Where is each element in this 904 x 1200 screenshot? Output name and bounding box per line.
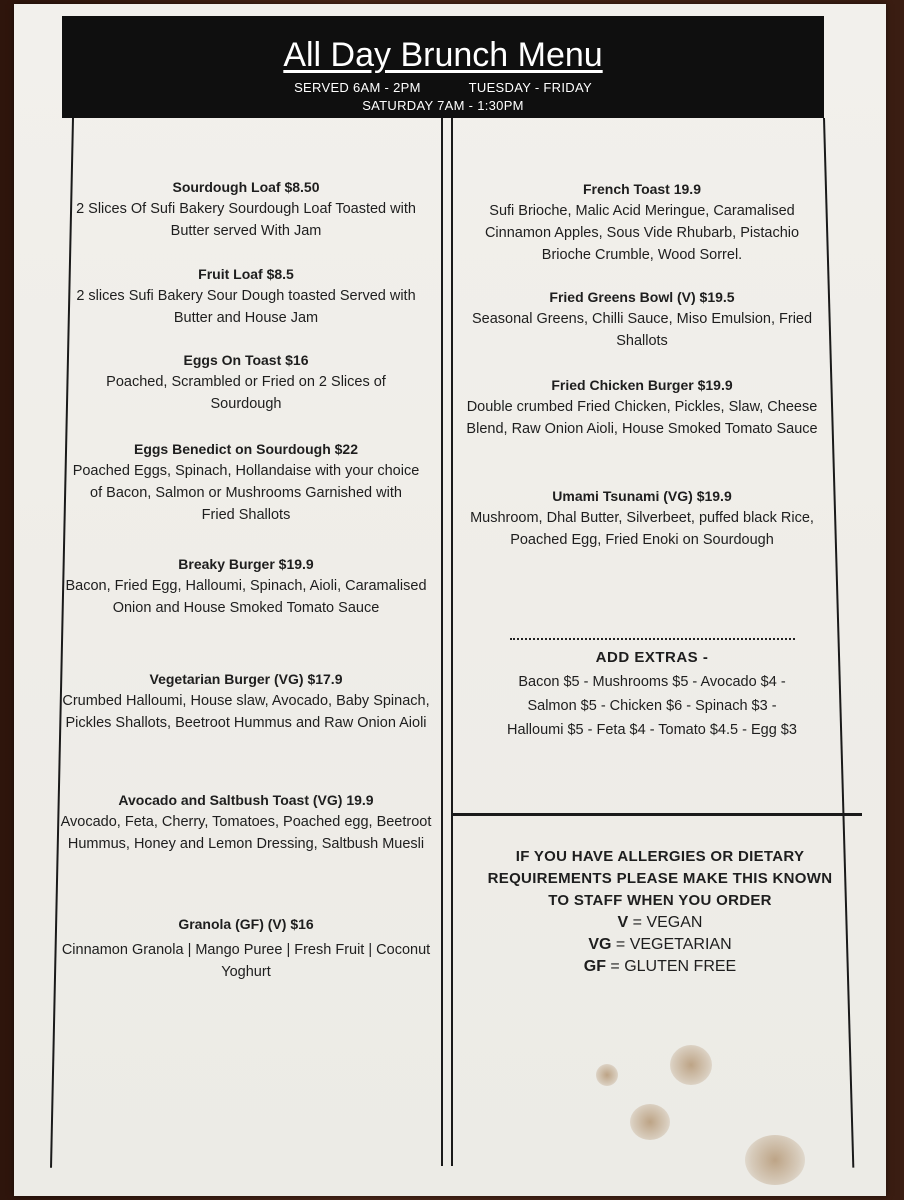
allergy-line: IF YOU HAVE ALLERGIES OR DIETARY xyxy=(515,848,805,865)
menu-item xyxy=(458,286,826,352)
menu-item xyxy=(50,553,442,619)
dotted-separator xyxy=(510,628,795,640)
opening-hours-saturday: SATURDAY 7AM - 1:30PM xyxy=(362,98,524,113)
menu-item xyxy=(458,178,826,266)
item-name: Avocado and Saltbush Toast (VG) 19.9 xyxy=(118,792,374,808)
item-description: Double crumbed Fried Chicken, Pickles, Slaw, Cheese Blend, Raw Onion Aioli, House Smoked Tomato Sauce xyxy=(466,399,818,437)
item-name: Fruit Loaf $8.5 xyxy=(198,266,294,282)
dietary-legend xyxy=(456,912,864,978)
right-column-left-border xyxy=(451,118,453,1166)
legend-meaning: = VEGETARIAN xyxy=(615,936,732,953)
menu-item xyxy=(50,668,442,734)
extras-line: Salmon $5 - Chicken $6 - Spinach $3 - xyxy=(527,698,777,714)
right-menu-column xyxy=(458,0,826,1200)
legend-meaning: = GLUTEN FREE xyxy=(610,958,737,975)
menu-title: All Day Brunch Menu xyxy=(283,36,603,74)
item-description: 2 slices Sufi Bakery Sour Dough toasted Served with Butter and House Jam xyxy=(76,288,416,326)
item-name: French Toast 19.9 xyxy=(582,181,701,197)
item-description: Poached, Scrambled or Fried on 2 Slices of Sourdough xyxy=(106,374,386,412)
allergy-notice xyxy=(456,846,864,912)
item-name: Eggs Benedict on Sourdough $22 xyxy=(133,441,359,457)
extras-line: Halloumi $5 - Feta $4 - Tomato $4.5 - Egg $3 xyxy=(507,722,797,738)
coffee-stain xyxy=(745,1135,805,1185)
menu-item xyxy=(50,263,442,329)
item-description: Avocado, Feta, Cherry, Tomatoes, Poached egg, Beetroot Hummus, Honey and Lemon Dressing, Saltbush Muesli xyxy=(60,814,432,852)
item-name: Fried Greens Bowl (V) $19.5 xyxy=(549,289,735,305)
coffee-stain xyxy=(670,1045,712,1085)
item-description: Poached Eggs, Spinach, Hollandaise with your choice of Bacon, Salmon or Mushrooms Garnished with Fried Shallots xyxy=(72,463,420,523)
menu-item xyxy=(50,438,442,526)
extras-list xyxy=(452,670,852,742)
extras-line: Bacon $5 - Mushrooms $5 - Avocado $4 - xyxy=(518,674,786,690)
menu-item xyxy=(458,485,826,551)
coffee-stain xyxy=(596,1064,618,1086)
item-name: Breaky Burger $19.9 xyxy=(178,556,314,572)
item-description: 2 Slices Of Sufi Bakery Sourdough Loaf Toasted with Butter served With Jam xyxy=(76,201,416,239)
legend-code: V xyxy=(617,914,629,931)
item-description: Mushroom, Dhal Butter, Silverbeet, puffed black Rice, Poached Egg, Fried Enoki on Sourdough xyxy=(470,510,814,548)
item-description: Bacon, Fried Egg, Halloumi, Spinach, Aioli, Caramalised Onion and House Smoked Tomato Sauce xyxy=(65,578,427,616)
menu-item xyxy=(458,374,826,440)
item-description: Crumbed Halloumi, House slaw, Avocado, Baby Spinach, Pickles Shallots, Beetroot Hummus and Raw Onion Aioli xyxy=(62,693,430,731)
legend-meaning: = VEGAN xyxy=(632,914,703,931)
allergy-line: TO STAFF WHEN YOU ORDER xyxy=(548,892,772,909)
weekday-time: SERVED 6AM - 2PM xyxy=(294,80,421,95)
legend-entry xyxy=(456,912,864,934)
item-description: Seasonal Greens, Chilli Sauce, Miso Emulsion, Fried Shallots xyxy=(471,311,813,349)
legend-code: GF xyxy=(583,958,606,975)
item-description: Cinnamon Granola | Mango Puree | Fresh Fruit | Coconut Yoghurt xyxy=(61,942,431,980)
item-name: Fried Chicken Burger $19.9 xyxy=(551,377,733,393)
menu-item xyxy=(50,789,442,855)
item-description: Sufi Brioche, Malic Acid Meringue, Caramalised Cinnamon Apples, Sous Vide Rhubarb, Pistachio Brioche Crumble, Wood Sorrel. xyxy=(484,203,800,263)
weekday-days: TUESDAY - FRIDAY xyxy=(468,80,592,95)
allergy-line: REQUIREMENTS PLEASE MAKE THIS KNOWN xyxy=(487,870,833,887)
extras-heading: ADD EXTRAS - xyxy=(595,649,709,666)
item-name: Eggs On Toast $16 xyxy=(183,352,309,368)
item-name: Sourdough Loaf $8.50 xyxy=(172,179,320,195)
menu-item xyxy=(50,349,442,415)
menu-item xyxy=(50,913,442,983)
item-name: Umami Tsunami (VG) $19.9 xyxy=(552,488,732,504)
menu-item xyxy=(50,176,442,242)
item-name: Granola (GF) (V) $16 xyxy=(178,916,314,932)
legend-entry xyxy=(456,956,864,978)
legend-code: VG xyxy=(588,936,612,953)
coffee-stain xyxy=(630,1104,670,1140)
left-menu-column xyxy=(50,0,442,1200)
item-name: Vegetarian Burger (VG) $17.9 xyxy=(149,671,343,687)
legend-entry xyxy=(456,934,864,956)
